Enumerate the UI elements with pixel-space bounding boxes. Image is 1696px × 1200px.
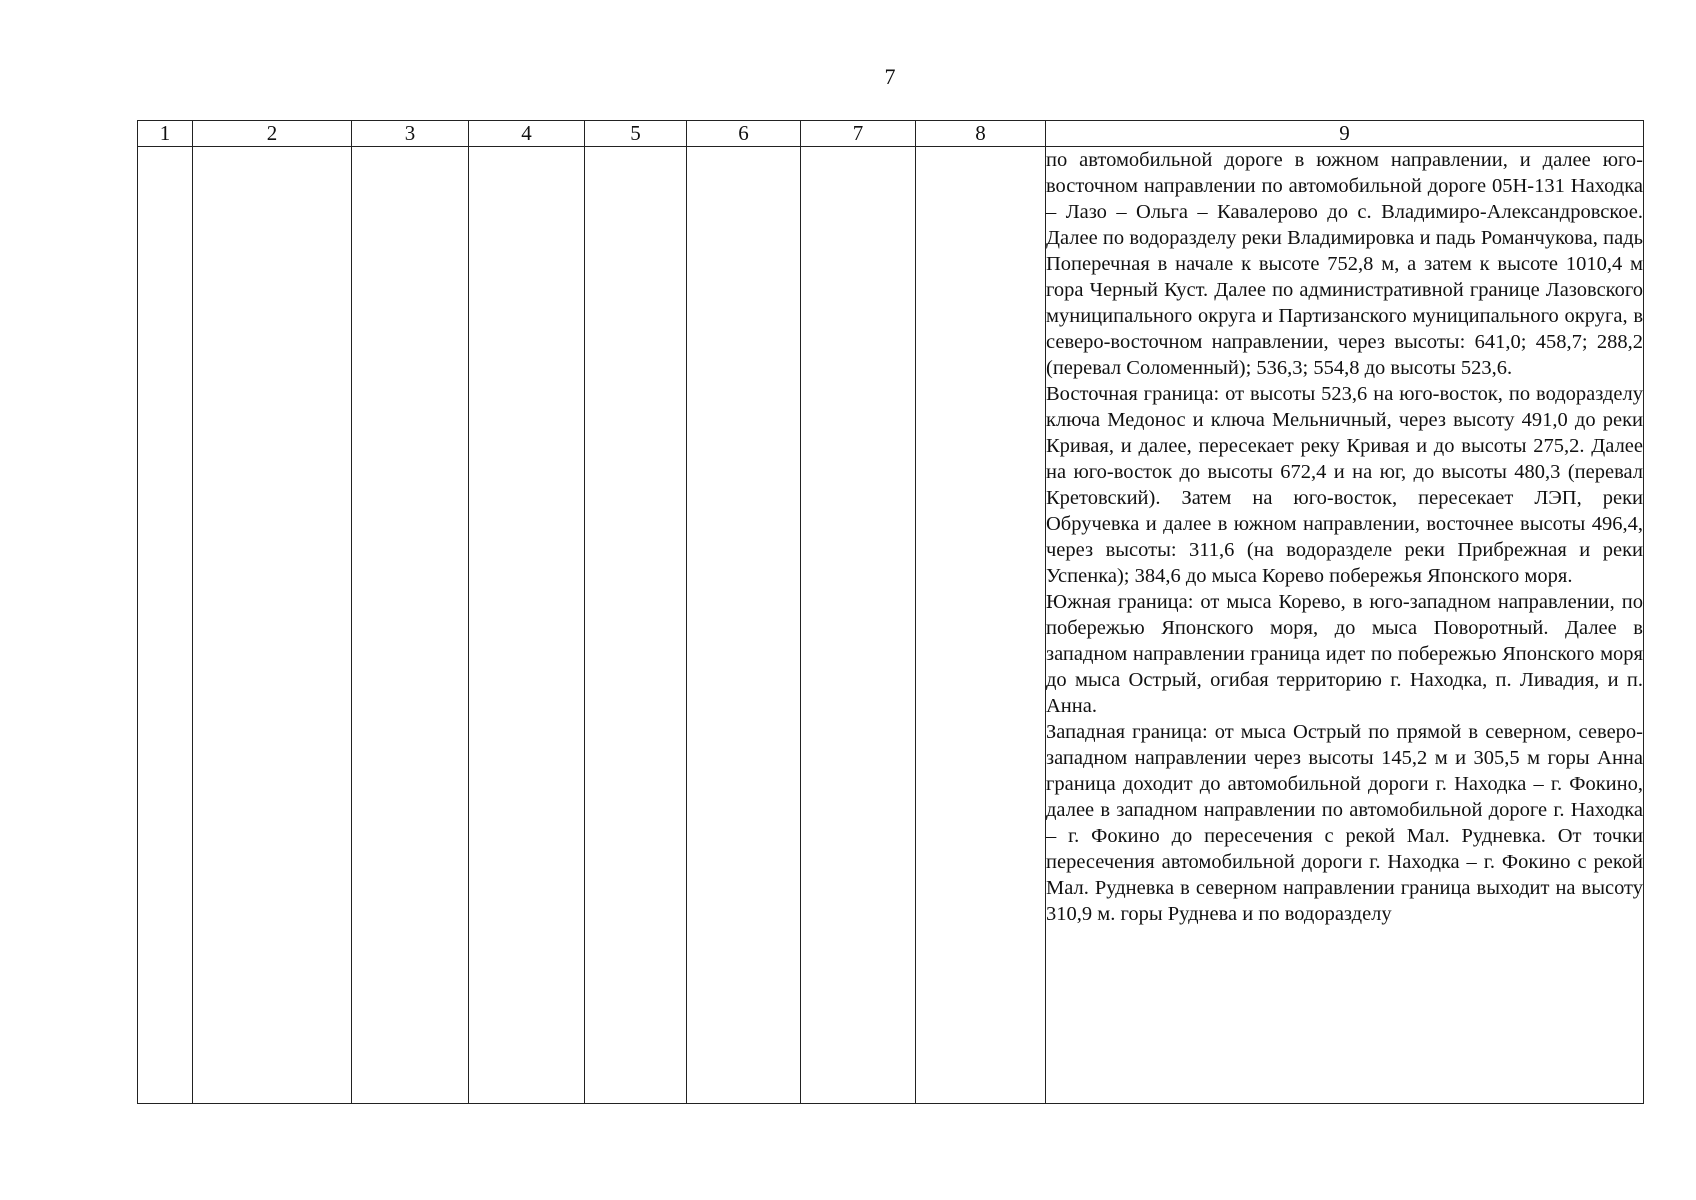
column-header-5: 5 (585, 121, 687, 147)
paragraph-eastern-boundary: Восточная граница: от высоты 523,6 на юго-восток, по водоразделу ключа Медонос и ключа Мельничный, через высоту 491,0 до реки Кривая, и далее, пересекает реку Кривая и до высоты 275,2. Далее на юго-восток до высоты 672,4 и на юг, до высоты 480,3 (перевал Кретовский). Затем на юго-восток, пересекает ЛЭП, реки Обручевка и далее в южном направлении, восточнее высоты 496,4, через высоты: 311,6 (на водоразделе реки Прибрежная и реки Успенка); 384,6 до мыса Корево побережья Японского моря. (1046, 383, 1643, 587)
column-header-8: 8 (916, 121, 1046, 147)
cell-col-6 (687, 147, 801, 1104)
column-header-2: 2 (193, 121, 352, 147)
table-row (138, 147, 1644, 1104)
cell-col-8 (916, 147, 1046, 1104)
boundary-table (137, 120, 1644, 1104)
column-header-1: 1 (138, 121, 193, 147)
column-header-3: 3 (352, 121, 469, 147)
page-number: 7 (884, 64, 896, 89)
column-header-7: 7 (801, 121, 916, 147)
header-row (138, 121, 1644, 147)
cell-col-9-boundary-description (1046, 147, 1644, 1104)
paragraph-western-boundary: Западная граница: от мыса Острый по прямой в северном, северо-западном направлении через высоты 145,2 м и 305,5 м горы Анна граница доходит до автомобильной дороги г. Находка – г. Фокино, далее в западном направлении по автомобильной дороге г. Находка – г. Фокино до пересечения с рекой Мал. Рудневка. От точки пересечения автомобильной дороги г. Находка – г. Фокино с рекой Мал. Рудневка в северном направлении граница выходит на высоту 310,9 м. горы Руднева и по водоразделу (1046, 721, 1643, 925)
column-header-4: 4 (469, 121, 585, 147)
paragraph-northern-boundary-continuation: по автомобильной дороге в южном направлении, и далее юго-восточном направлении по автомобильной дороге 05Н-131 Находка – Лазо – Ольга – Кавалерово до с. Владимиро-Александровское. Далее по водоразделу реки Владимировка и падь Романчукова, падь Поперечная в начале к высоте 752,8 м, а затем к высоте 1010,4 м гора Черный Куст. Далее по административной границе Лазовского муниципального округа и Партизанского муниципального округа, в северо-восточном направлении, через высоты: 641,0; 458,7; 288,2 (перевал Соломенный); 536,3; 554,8 до высоты 523,6. (1046, 149, 1643, 379)
column-header-6: 6 (687, 121, 801, 147)
cell-col-3 (352, 147, 469, 1104)
paragraph-southern-boundary: Южная граница: от мыса Корево, в юго-западном направлении, по побережью Японского моря, до мыса Поворотный. Далее в западном направлении граница идет по побережью Японского моря до мыса Острый, огибая территорию г. Находка, п. Ливадия, и п. Анна. (1046, 591, 1643, 717)
cell-col-4 (469, 147, 585, 1104)
cell-col-2 (193, 147, 352, 1104)
column-header-9: 9 (1046, 121, 1644, 147)
cell-col-7 (801, 147, 916, 1104)
cell-col-1 (138, 147, 193, 1104)
cell-col-5 (585, 147, 687, 1104)
